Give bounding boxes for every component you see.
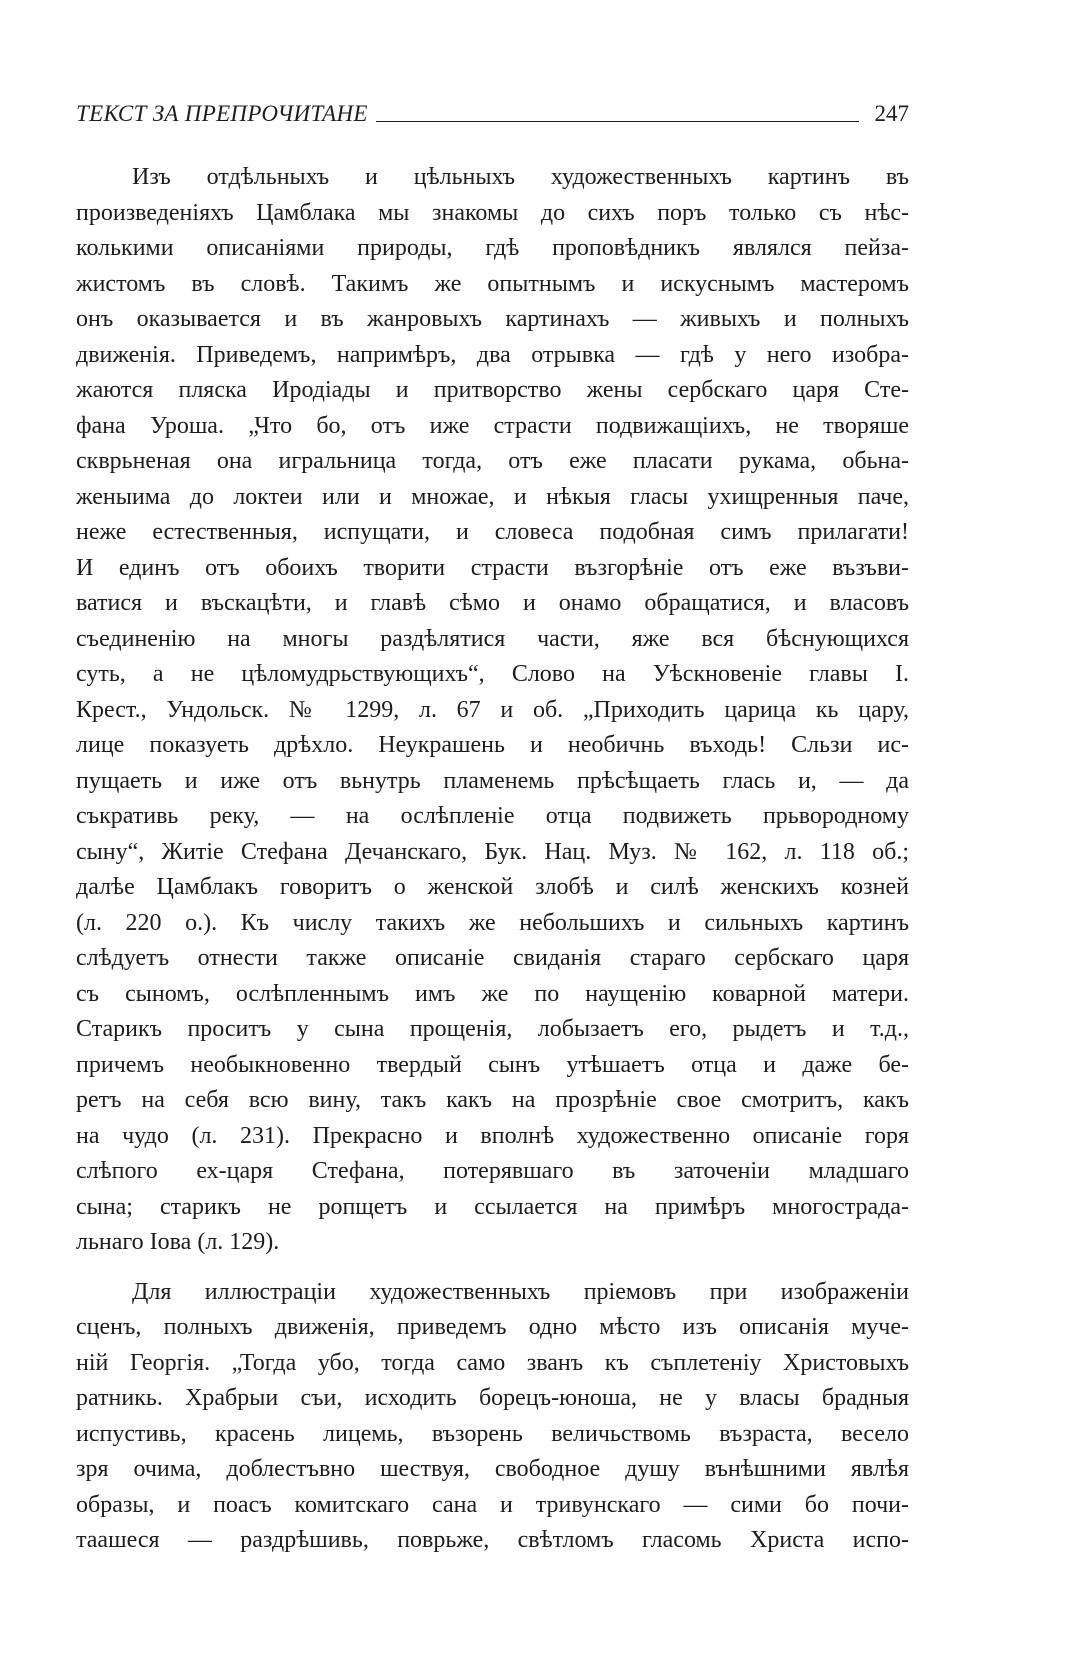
text-line: зря очима, доблестъвно шествуя, свободное душу вънѣшними явлѣя [76, 1456, 909, 1482]
text-line: произведеніяхъ Цамблака мы знакомы до сихъ поръ только съ нѣс- [76, 199, 909, 226]
running-header [76, 100, 909, 128]
paragraph [76, 160, 909, 1261]
text-line: Крест., Ундольск. № 1299, л. 67 и об. „Приходить царица кь цару, [76, 696, 909, 723]
text-line: льнаго Іова (л. 129). [76, 1229, 280, 1255]
text-line: съкративь реку, — на ослѣпленіе отца подвижеть прьвородному [76, 803, 909, 829]
text-line: неже естественныя, испущати, и словеса подобная симъ прилагати! [76, 519, 909, 545]
text-line: слѣдуетъ отнести также описаніе свиданія стараго сербскаго царя [76, 945, 909, 971]
text-line: жаются пляска Иродіады и притворство жены сербскаго царя Сте- [76, 377, 909, 403]
text-line: онъ оказывается и въ жанровыхъ картинахъ — живыхъ и полныхъ [76, 306, 909, 332]
text-line: сценъ, полныхъ движенія, приведемъ одно мѣсто изъ описанія муче- [76, 1314, 909, 1340]
text-line: И единъ отъ обоихъ творити страсти възгорѣніе отъ еже възъви- [76, 554, 909, 581]
running-head-title: ТЕКСТ ЗА ПРЕПРОЧИТАНЕ [76, 101, 368, 126]
text-line: причемъ необыкновенно твердый сынъ утѣшаетъ отца и даже бе- [76, 1051, 909, 1078]
text-line: Старикъ проситъ у сына прощенія, лобызаетъ его, рыдетъ и т.д., [76, 1016, 909, 1042]
text-line: (л. 220 о.). Къ числу такихъ же небольшихъ и сильныхъ картинъ [76, 909, 909, 936]
text-line: Изъ отдѣльныхъ и цѣльныхъ художественныхъ картинъ въ [132, 164, 909, 190]
text-line: съ сыномъ, ослѣпленнымъ имъ же по наущенію коварной матери. [76, 980, 909, 1007]
text-line: съединенію на многы раздѣлятися части, яже вся бѣснующихся [76, 625, 909, 652]
text-line: скврьненая она игральница тогда, отъ еже пласати рукама, обьна- [76, 448, 909, 474]
text-line: жистомъ въ словѣ. Такимъ же опытнымъ и искуснымъ мастеромъ [76, 270, 909, 297]
text-line: испустивь, красень лицемь, възорень величьствомь възраста, весело [76, 1420, 909, 1447]
text-line: образы, и поасъ комитскаго сана и тривунскаго — сими бо почи- [76, 1491, 909, 1518]
text-line: ретъ на себя всю вину, такъ какъ на прозрѣніе свое смотритъ, какъ [76, 1087, 909, 1113]
text-line: сыну“, Житіе Стефана Дечанскаго, Бук. Нац. Муз. № 162, л. 118 об.; [76, 838, 909, 865]
text-line: фана Уроша. „Что бо, отъ иже страсти подвижащіихъ, не творяше [76, 412, 909, 439]
text-line: лице показуеть дрѣхло. Неукрашень и необичнь въходь! Сльзи ис- [76, 732, 909, 758]
body-text [76, 160, 909, 1559]
paragraph [76, 1275, 909, 1559]
text-line: пущаеть и иже отъ вьнутрь пламенемь прѣсѣщаеть глась и, — да [76, 767, 909, 794]
text-line: движенія. Приведемъ, напримѣръ, два отрывка — гдѣ у него изобра- [76, 341, 909, 368]
text-line: ратникь. Храбрыи съи, исходить борецъ-юноша, не у власы брадныя [76, 1385, 909, 1411]
text-line: женыима до локтеи или и множае, и нѣкыя гласы ухищренныя паче, [76, 483, 909, 510]
page-number: 247 [874, 101, 909, 126]
text-line: на чудо (л. 231). Прекрасно и вполнѣ художественно описаніе горя [76, 1122, 909, 1149]
text-line: таашеся — раздрѣшивь, поврьже, свѣтломъ гласомь Христа испо- [76, 1527, 909, 1553]
text-line: Для иллюстраціи художественныхъ пріемовъ при изображеніи [132, 1278, 909, 1305]
text-line: колькими описаніями природы, гдѣ проповѣдникъ являлся пейза- [76, 235, 909, 261]
text-line: ній Георгія. „Тогда убо, тогда само званъ къ съплетеніу Христовыхъ [76, 1349, 909, 1376]
text-line: слѣпого ех-царя Стефана, потерявшаго въ заточеніи младшаго [76, 1158, 909, 1184]
text-line: далѣе Цамблакъ говоритъ о женской злобѣ и силѣ женскихъ козней [76, 874, 909, 900]
text-line: ватися и въскацѣти, и главѣ сѣмо и онамо обращатися, и власовъ [76, 590, 909, 616]
header-rule [376, 121, 859, 122]
text-line: суть, а не цѣломудрьствующихъ“, Слово на Уѣскновеніе главы І. [76, 661, 909, 687]
text-line: сына; старикъ не ропщетъ и ссылается на примѣръ многострада- [76, 1193, 909, 1220]
